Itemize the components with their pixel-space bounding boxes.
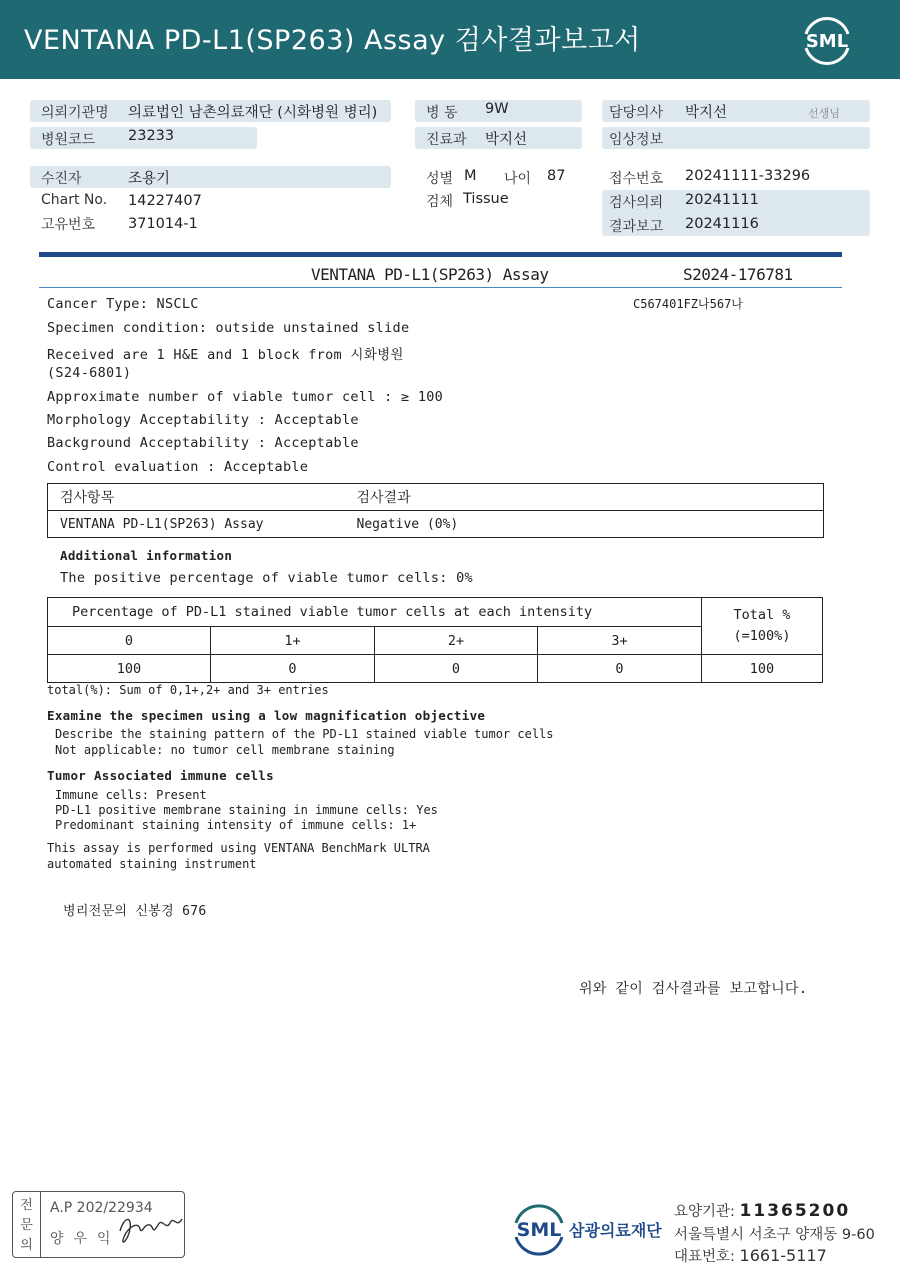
dept-value: 박지선 <box>485 132 528 148</box>
examine-line: Describe the staining pattern of the PD-L1 stained viable tumor cells <box>55 727 554 741</box>
footer-logo-text: SML <box>516 1219 562 1241</box>
ward-label: 병 동 <box>426 105 458 121</box>
req-org-label: 의뢰기관명 <box>41 105 109 121</box>
intensity-value: 0 <box>375 655 538 683</box>
signature-icon <box>110 1203 190 1251</box>
total-note: total(%): Sum of 0,1+,2+ and 3+ entries <box>47 683 329 697</box>
request-label: 검사의뢰 <box>609 195 664 211</box>
result-value: Negative (0%) <box>356 516 459 532</box>
report-line: (S24-6801) <box>47 365 132 381</box>
ward-value: 9W <box>485 101 509 117</box>
immune-line: Predominant staining intensity of immune cells: 1+ <box>55 818 417 832</box>
sex-value: M <box>464 168 477 184</box>
logo-text: SML <box>805 31 849 52</box>
immune-title: Tumor Associated immune cells <box>47 768 274 783</box>
chart-label: Chart No. <box>41 192 108 208</box>
doctor-suffix: 선생님 <box>808 107 840 120</box>
footer-code-label: 요양기관: <box>674 1204 735 1220</box>
patient-value: 조용기 <box>128 171 171 187</box>
stamp-side-char: 전 <box>20 1198 33 1213</box>
immune-line: Immune cells: Present <box>55 788 207 802</box>
intensity-value: 0 <box>211 655 375 683</box>
footer-address: 서울특별시 서초구 양재동 9-60 <box>674 1227 875 1243</box>
pathologist: 병리전문의 신봉경 676 <box>63 904 207 919</box>
hosp-code-label: 병원코드 <box>41 132 96 148</box>
sml-logo-icon <box>798 12 856 68</box>
report-date-value: 20241116 <box>685 216 759 232</box>
req-org-value: 의료법인 남촌의료재단 (시화병원 병리) <box>128 105 378 121</box>
chart-value: 14227407 <box>128 193 202 209</box>
stamp-side-char: 의 <box>20 1238 33 1253</box>
section-rule <box>39 252 842 257</box>
report-section-title: VENTANA PD-L1(SP263) Assay <box>311 265 549 284</box>
hosp-code-value: 23233 <box>128 128 175 144</box>
report-number: S2024-176781 <box>683 265 793 284</box>
report-line: Approximate number of viable tumor cell : ≥ 100 <box>47 389 444 405</box>
age-label: 나이 <box>504 171 532 187</box>
report-line: Control evaluation : Acceptable <box>47 459 309 475</box>
report-line: Morphology Acceptability : Acceptable <box>47 412 359 428</box>
sub-code: C567401FZ나567나 <box>633 297 743 311</box>
patient-label: 수진자 <box>41 171 82 187</box>
footer-org-name: 삼광의료재단 <box>569 1221 662 1240</box>
intensity-table <box>47 597 823 683</box>
footer-phone-value: 1661-5117 <box>739 1246 827 1265</box>
title-underline <box>39 287 842 288</box>
receipt-label: 접수번호 <box>609 171 664 187</box>
total-header-line2: (=100%) <box>733 628 791 644</box>
total-header-line1: Total % <box>733 607 791 623</box>
specimen-label: 검체 <box>426 194 454 210</box>
unique-value: 371014-1 <box>128 216 198 232</box>
footer-code-value: 11365200 <box>739 1201 851 1221</box>
assay-line: automated staining instrument <box>47 857 257 871</box>
footer-phone-label: 대표번호: <box>674 1249 735 1265</box>
intensity-col: 0 <box>48 627 211 655</box>
doctor-value: 박지선 <box>685 105 728 121</box>
report-line: Specimen condition: outside unstained slide <box>47 320 410 336</box>
request-value: 20241111 <box>685 192 759 208</box>
intensity-value: 100 <box>48 655 211 683</box>
result-col-result-header: 검사결과 <box>345 484 824 511</box>
stamp-side <box>13 1192 41 1257</box>
stamp-name: 양우익 <box>50 1231 121 1247</box>
result-col-item-header: 검사항목 <box>48 484 345 511</box>
stamp-side-char: 문 <box>20 1218 33 1233</box>
doctor-label: 담당의사 <box>609 105 664 121</box>
examine-title: Examine the specimen using a low magnification objective <box>47 708 486 723</box>
report-title: VENTANA PD-L1(SP263) Assay 검사결과보고서 <box>24 25 641 56</box>
report-line: Cancer Type: NSCLC <box>47 296 199 312</box>
assay-line: This assay is performed using VENTANA BenchMark ULTRA <box>47 841 430 855</box>
specimen-value: Tissue <box>463 191 509 207</box>
intensity-total: 100 <box>702 655 823 683</box>
clinical-label: 임상정보 <box>609 132 664 148</box>
receipt-value: 20241111-33296 <box>685 168 811 184</box>
intensity-header: Percentage of PD-L1 stained viable tumor cells at each intensity <box>48 598 702 627</box>
examine-line: Not applicable: no tumor cell membrane staining <box>55 743 395 757</box>
report-header <box>0 0 900 79</box>
intensity-col: 1+ <box>211 627 375 655</box>
additional-title: Additional information <box>60 548 233 563</box>
closing-statement: 위와 같이 검사결과를 보고합니다. <box>579 981 808 997</box>
report-date-label: 결과보고 <box>609 219 664 235</box>
result-item: VENTANA PD-L1(SP263) Assay <box>60 516 264 532</box>
sex-label: 성별 <box>426 171 454 187</box>
patient-row <box>30 166 391 188</box>
age-value: 87 <box>547 168 566 184</box>
footer-phone <box>674 1245 827 1266</box>
unique-label: 고유번호 <box>41 217 96 233</box>
additional-text: The positive percentage of viable tumor cells: 0% <box>60 570 473 586</box>
report-line: Received are 1 H&E and 1 block from 시화병원 <box>47 347 404 363</box>
result-table <box>47 483 824 538</box>
stamp-ap-number: A.P 202/22934 <box>50 1200 153 1216</box>
intensity-col: 2+ <box>375 627 538 655</box>
total-header <box>702 598 823 655</box>
report-line: Background Acceptability : Acceptable <box>47 435 359 451</box>
intensity-value: 0 <box>538 655 702 683</box>
footer-code <box>674 1200 850 1221</box>
immune-line: PD-L1 positive membrane staining in immune cells: Yes <box>55 803 438 817</box>
dept-label: 진료과 <box>426 132 467 148</box>
intensity-col: 3+ <box>538 627 702 655</box>
